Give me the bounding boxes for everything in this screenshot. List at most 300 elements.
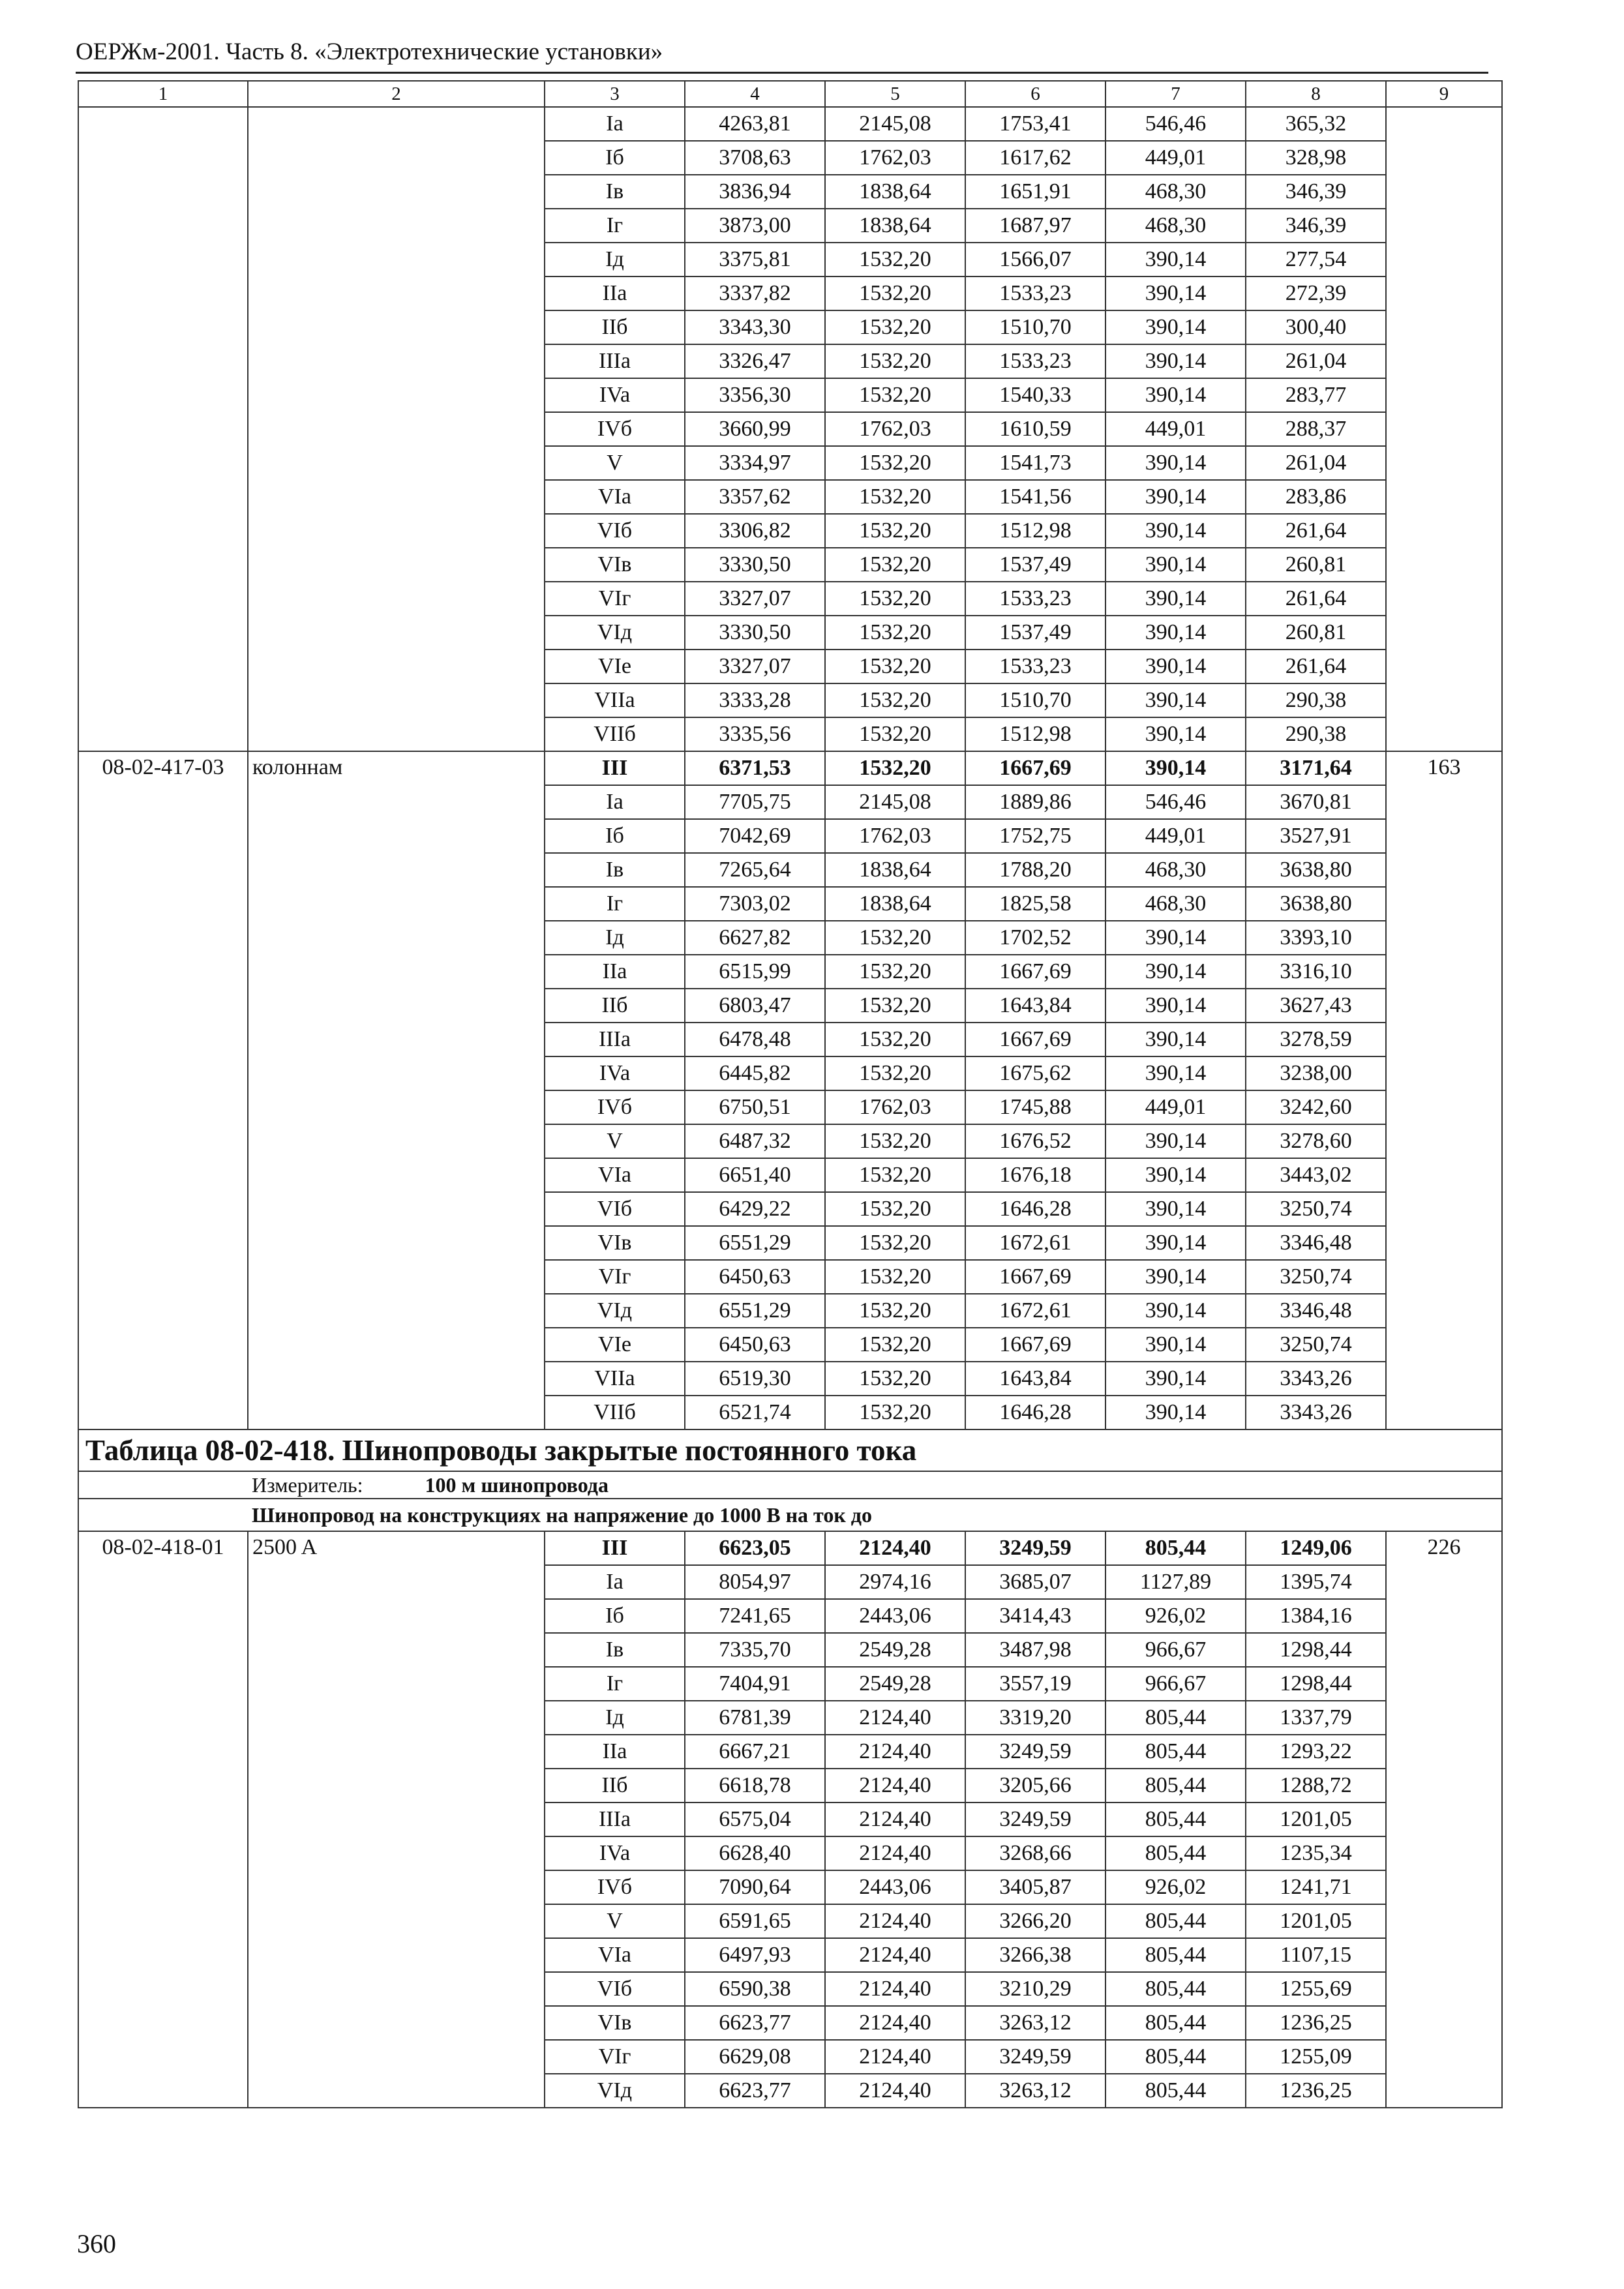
col4-cell: 8054,97 — [685, 1565, 825, 1599]
col5-cell: 1762,03 — [825, 1090, 965, 1124]
col9-cell: 226 — [1386, 1531, 1502, 2108]
col4-cell: 3306,82 — [685, 514, 825, 548]
col7-cell: 390,14 — [1105, 989, 1246, 1023]
col7-cell: 468,30 — [1105, 209, 1246, 243]
index-cell: VIIa — [545, 683, 685, 717]
col7-cell: 805,44 — [1105, 2006, 1246, 2040]
col8-cell: 1395,74 — [1246, 1565, 1386, 1599]
col7-cell: 966,67 — [1105, 1633, 1246, 1667]
index-cell: Iг — [545, 887, 685, 921]
col7-cell: 390,14 — [1105, 1362, 1246, 1396]
index-cell: VIб — [545, 1192, 685, 1226]
col7-cell: 390,14 — [1105, 514, 1246, 548]
code-cell: 08-02-417-03 — [78, 751, 248, 1429]
col5-cell: 1532,20 — [825, 1294, 965, 1328]
col5-cell: 2124,40 — [825, 1803, 965, 1836]
col7-cell: 390,14 — [1105, 1328, 1246, 1362]
col8-cell: 365,32 — [1246, 107, 1386, 141]
col7-cell: 390,14 — [1105, 1396, 1246, 1429]
index-cell: Iб — [545, 1599, 685, 1633]
index-cell: VIв — [545, 548, 685, 582]
col4-cell: 6781,39 — [685, 1701, 825, 1735]
col4-cell: 6629,08 — [685, 2040, 825, 2074]
col8-cell: 1235,34 — [1246, 1836, 1386, 1870]
col4-cell: 3873,00 — [685, 209, 825, 243]
col5-cell: 1532,20 — [825, 1056, 965, 1090]
col5-cell: 1532,20 — [825, 480, 965, 514]
col5-cell: 1532,20 — [825, 344, 965, 378]
col7-cell: 390,14 — [1105, 548, 1246, 582]
index-cell: VIa — [545, 480, 685, 514]
col5-cell: 2124,40 — [825, 1531, 965, 1565]
col7-cell: 390,14 — [1105, 1226, 1246, 1260]
col6-cell: 1646,28 — [965, 1192, 1105, 1226]
col6-cell: 1676,52 — [965, 1124, 1105, 1158]
col8-cell: 328,98 — [1246, 141, 1386, 175]
col8-cell: 260,81 — [1246, 616, 1386, 650]
col4-cell: 6651,40 — [685, 1158, 825, 1192]
col6-cell: 3685,07 — [965, 1565, 1105, 1599]
col8-cell: 3278,60 — [1246, 1124, 1386, 1158]
column-header-row — [78, 81, 1502, 107]
index-cell: Iв — [545, 1633, 685, 1667]
column-header: 7 — [1105, 81, 1246, 107]
col7-cell: 805,44 — [1105, 1803, 1246, 1836]
column-header: 1 — [78, 81, 248, 107]
col5-cell: 1532,20 — [825, 1023, 965, 1056]
column-header: 5 — [825, 81, 965, 107]
col8-cell: 290,38 — [1246, 683, 1386, 717]
col4-cell: 7265,64 — [685, 853, 825, 887]
col7-cell: 805,44 — [1105, 1938, 1246, 1972]
col5-cell: 1532,20 — [825, 616, 965, 650]
col4-cell: 7042,69 — [685, 819, 825, 853]
col8-cell: 1337,79 — [1246, 1701, 1386, 1735]
col5-cell: 1532,20 — [825, 582, 965, 616]
col6-cell: 1537,49 — [965, 616, 1105, 650]
col5-cell: 2124,40 — [825, 1972, 965, 2006]
col7-cell: 805,44 — [1105, 1701, 1246, 1735]
col6-cell: 1537,49 — [965, 548, 1105, 582]
col6-cell: 1889,86 — [965, 785, 1105, 819]
col4-cell: 6575,04 — [685, 1803, 825, 1836]
index-cell: V — [545, 446, 685, 480]
rates-table-body — [78, 81, 1502, 2108]
col8-cell: 1298,44 — [1246, 1633, 1386, 1667]
col4-cell: 6623,77 — [685, 2074, 825, 2108]
col8-cell: 290,38 — [1246, 717, 1386, 751]
index-cell: IVa — [545, 1836, 685, 1870]
col5-cell: 2549,28 — [825, 1633, 965, 1667]
col6-cell: 1667,69 — [965, 1260, 1105, 1294]
col6-cell: 1672,61 — [965, 1226, 1105, 1260]
col7-cell: 449,01 — [1105, 412, 1246, 446]
col8-cell: 3527,91 — [1246, 819, 1386, 853]
col5-cell: 2124,40 — [825, 1769, 965, 1803]
index-cell: Iб — [545, 141, 685, 175]
index-cell: IVa — [545, 1056, 685, 1090]
col8-cell: 1255,09 — [1246, 2040, 1386, 2074]
col8-cell: 1293,22 — [1246, 1735, 1386, 1769]
col6-cell: 1533,23 — [965, 344, 1105, 378]
col5-cell: 1532,20 — [825, 446, 965, 480]
col4-cell: 7241,65 — [685, 1599, 825, 1633]
col5-cell: 1532,20 — [825, 751, 965, 785]
col5-cell: 2145,08 — [825, 107, 965, 141]
col8-cell: 1201,05 — [1246, 1803, 1386, 1836]
index-cell: Iд — [545, 1701, 685, 1735]
index-cell: IVб — [545, 1870, 685, 1904]
col7-cell: 449,01 — [1105, 141, 1246, 175]
col8-cell: 3638,80 — [1246, 853, 1386, 887]
col5-cell: 1532,20 — [825, 378, 965, 412]
index-cell: VIe — [545, 1328, 685, 1362]
index-cell: Ia — [545, 1565, 685, 1599]
col7-cell: 390,14 — [1105, 378, 1246, 412]
col8-cell: 300,40 — [1246, 310, 1386, 344]
name-cell: 2500 A — [248, 1531, 545, 2108]
index-cell: VIIa — [545, 1362, 685, 1396]
col8-cell: 1288,72 — [1246, 1769, 1386, 1803]
index-cell: V — [545, 1904, 685, 1938]
index-cell: Ia — [545, 107, 685, 141]
col7-cell: 390,14 — [1105, 1260, 1246, 1294]
index-cell: VIe — [545, 650, 685, 683]
col7-cell: 390,14 — [1105, 344, 1246, 378]
col8-cell: 3238,00 — [1246, 1056, 1386, 1090]
col5-cell: 1762,03 — [825, 141, 965, 175]
col6-cell: 3266,20 — [965, 1904, 1105, 1938]
col5-cell: 2124,40 — [825, 2040, 965, 2074]
col4-cell: 6497,93 — [685, 1938, 825, 1972]
col6-cell: 3487,98 — [965, 1633, 1105, 1667]
col5-cell: 1838,64 — [825, 209, 965, 243]
col5-cell: 2124,40 — [825, 1938, 965, 1972]
col4-cell: 4263,81 — [685, 107, 825, 141]
col9-cell — [1386, 107, 1502, 751]
code-cell: 08-02-418-01 — [78, 1531, 248, 2108]
col7-cell: 805,44 — [1105, 1904, 1246, 1938]
col7-cell: 390,14 — [1105, 480, 1246, 514]
col7-cell: 390,14 — [1105, 277, 1246, 310]
column-header: 8 — [1246, 81, 1386, 107]
col7-cell: 390,14 — [1105, 650, 1246, 683]
col7-cell: 468,30 — [1105, 853, 1246, 887]
col5-cell: 2443,06 — [825, 1599, 965, 1633]
column-header: 3 — [545, 81, 685, 107]
col5-cell: 1762,03 — [825, 412, 965, 446]
col6-cell: 1533,23 — [965, 582, 1105, 616]
col4-cell: 3836,94 — [685, 175, 825, 209]
index-cell: IIa — [545, 955, 685, 989]
col4-cell: 6519,30 — [685, 1362, 825, 1396]
index-cell: IVб — [545, 1090, 685, 1124]
col7-cell: 468,30 — [1105, 887, 1246, 921]
col5-cell: 1532,20 — [825, 548, 965, 582]
col7-cell: 449,01 — [1105, 1090, 1246, 1124]
col8-cell: 3443,02 — [1246, 1158, 1386, 1192]
col4-cell: 6618,78 — [685, 1769, 825, 1803]
col4-cell: 3330,50 — [685, 616, 825, 650]
index-cell: IVб — [545, 412, 685, 446]
col6-cell: 1512,98 — [965, 514, 1105, 548]
col7-cell: 390,14 — [1105, 243, 1246, 277]
column-header: 6 — [965, 81, 1105, 107]
index-cell: VIв — [545, 1226, 685, 1260]
col6-cell: 1687,97 — [965, 209, 1105, 243]
col8-cell: 261,04 — [1246, 446, 1386, 480]
index-cell: IIa — [545, 1735, 685, 1769]
index-cell: IIa — [545, 277, 685, 310]
col4-cell: 6551,29 — [685, 1294, 825, 1328]
index-cell: VIIб — [545, 1396, 685, 1429]
col7-cell: 805,44 — [1105, 2040, 1246, 2074]
index-cell: III — [545, 751, 685, 785]
index-cell: III — [545, 1531, 685, 1565]
col5-cell: 2124,40 — [825, 1701, 965, 1735]
col8-cell: 3250,74 — [1246, 1260, 1386, 1294]
col7-cell: 390,14 — [1105, 683, 1246, 717]
col8-cell: 261,64 — [1246, 514, 1386, 548]
col4-cell: 6450,63 — [685, 1328, 825, 1362]
col7-cell: 805,44 — [1105, 1769, 1246, 1803]
col8-cell: 346,39 — [1246, 175, 1386, 209]
index-cell: Iг — [545, 1667, 685, 1701]
col8-cell: 277,54 — [1246, 243, 1386, 277]
col6-cell: 1672,61 — [965, 1294, 1105, 1328]
col8-cell: 283,77 — [1246, 378, 1386, 412]
col8-cell: 1249,06 — [1246, 1531, 1386, 1565]
col5-cell: 1532,20 — [825, 243, 965, 277]
index-cell: VIa — [545, 1938, 685, 1972]
col7-cell: 390,14 — [1105, 582, 1246, 616]
col6-cell: 1617,62 — [965, 141, 1105, 175]
col6-cell: 1541,56 — [965, 480, 1105, 514]
col4-cell: 3337,82 — [685, 277, 825, 310]
col5-cell: 1838,64 — [825, 887, 965, 921]
page-number: 360 — [77, 2229, 116, 2258]
col5-cell: 1838,64 — [825, 853, 965, 887]
index-cell: VIг — [545, 582, 685, 616]
measurer-label: Измеритель: — [252, 1473, 363, 1497]
col4-cell: 6371,53 — [685, 751, 825, 785]
col6-cell: 3266,38 — [965, 1938, 1105, 1972]
col8-cell: 1384,16 — [1246, 1599, 1386, 1633]
measurer-row — [78, 1471, 1502, 1499]
col5-cell: 1762,03 — [825, 819, 965, 853]
col5-cell: 1532,20 — [825, 921, 965, 955]
col6-cell: 1540,33 — [965, 378, 1105, 412]
col6-cell: 1510,70 — [965, 310, 1105, 344]
col7-cell: 805,44 — [1105, 1836, 1246, 1870]
col8-cell: 261,64 — [1246, 582, 1386, 616]
col6-cell: 3249,59 — [965, 1531, 1105, 1565]
col4-cell: 3708,63 — [685, 141, 825, 175]
col4-cell: 7335,70 — [685, 1633, 825, 1667]
col4-cell: 3327,07 — [685, 650, 825, 683]
col5-cell: 2124,40 — [825, 2074, 965, 2108]
index-cell: IIб — [545, 310, 685, 344]
col7-cell: 390,14 — [1105, 1294, 1246, 1328]
col7-cell: 805,44 — [1105, 1531, 1246, 1565]
col6-cell: 1651,91 — [965, 175, 1105, 209]
col4-cell: 3326,47 — [685, 344, 825, 378]
col8-cell: 1236,25 — [1246, 2006, 1386, 2040]
col4-cell: 3660,99 — [685, 412, 825, 446]
col8-cell: 261,04 — [1246, 344, 1386, 378]
col4-cell: 6551,29 — [685, 1226, 825, 1260]
col8-cell: 3346,48 — [1246, 1226, 1386, 1260]
index-cell: VIв — [545, 2006, 685, 2040]
col8-cell: 1298,44 — [1246, 1667, 1386, 1701]
col6-cell: 1566,07 — [965, 243, 1105, 277]
col6-cell: 3268,66 — [965, 1836, 1105, 1870]
col6-cell: 1610,59 — [965, 412, 1105, 446]
col5-cell: 2443,06 — [825, 1870, 965, 1904]
col4-cell: 3333,28 — [685, 683, 825, 717]
col4-cell: 7404,91 — [685, 1667, 825, 1701]
col6-cell: 3249,59 — [965, 1735, 1105, 1769]
rates-table — [78, 80, 1503, 2108]
col5-cell: 1532,20 — [825, 1362, 965, 1396]
col6-cell: 1667,69 — [965, 751, 1105, 785]
col6-cell: 3414,43 — [965, 1599, 1105, 1633]
col6-cell: 3205,66 — [965, 1769, 1105, 1803]
index-cell: IIб — [545, 989, 685, 1023]
col6-cell: 1541,73 — [965, 446, 1105, 480]
col5-cell: 2124,40 — [825, 1735, 965, 1769]
index-cell: Iг — [545, 209, 685, 243]
col6-cell: 1667,69 — [965, 1328, 1105, 1362]
index-cell: VIa — [545, 1158, 685, 1192]
col8-cell: 1241,71 — [1246, 1870, 1386, 1904]
col4-cell: 6445,82 — [685, 1056, 825, 1090]
col7-cell: 390,14 — [1105, 751, 1246, 785]
col8-cell: 1236,25 — [1246, 2074, 1386, 2108]
col5-cell: 2124,40 — [825, 1836, 965, 1870]
col6-cell: 1702,52 — [965, 921, 1105, 955]
col6-cell: 1667,69 — [965, 955, 1105, 989]
col5-cell: 2974,16 — [825, 1565, 965, 1599]
index-cell: IIIa — [545, 344, 685, 378]
col8-cell: 3242,60 — [1246, 1090, 1386, 1124]
col4-cell: 3343,30 — [685, 310, 825, 344]
col7-cell: 390,14 — [1105, 310, 1246, 344]
col7-cell: 390,14 — [1105, 921, 1246, 955]
col7-cell: 449,01 — [1105, 819, 1246, 853]
col4-cell: 6750,51 — [685, 1090, 825, 1124]
col8-cell: 1255,69 — [1246, 1972, 1386, 2006]
index-cell: VIб — [545, 1972, 685, 2006]
col4-cell: 6667,21 — [685, 1735, 825, 1769]
col6-cell: 1643,84 — [965, 1362, 1105, 1396]
col6-cell: 3557,19 — [965, 1667, 1105, 1701]
col4-cell: 6450,63 — [685, 1260, 825, 1294]
col4-cell: 6623,05 — [685, 1531, 825, 1565]
column-header: 4 — [685, 81, 825, 107]
col5-cell: 1532,20 — [825, 650, 965, 683]
col6-cell: 1533,23 — [965, 277, 1105, 310]
col8-cell: 3316,10 — [1246, 955, 1386, 989]
col4-cell: 6628,40 — [685, 1836, 825, 1870]
code-cell — [78, 107, 248, 751]
col7-cell: 390,14 — [1105, 955, 1246, 989]
col5-cell: 1532,20 — [825, 277, 965, 310]
col4-cell: 6590,38 — [685, 1972, 825, 2006]
table-row — [78, 1531, 1502, 1565]
column-header: 9 — [1386, 81, 1502, 107]
col5-cell: 1532,20 — [825, 989, 965, 1023]
index-cell: V — [545, 1124, 685, 1158]
col4-cell: 3335,56 — [685, 717, 825, 751]
col7-cell: 390,14 — [1105, 1192, 1246, 1226]
col4-cell: 3357,62 — [685, 480, 825, 514]
index-cell: VIб — [545, 514, 685, 548]
col7-cell: 546,46 — [1105, 107, 1246, 141]
col8-cell: 1107,15 — [1246, 1938, 1386, 1972]
col8-cell: 3278,59 — [1246, 1023, 1386, 1056]
measurer — [78, 1471, 1502, 1499]
col5-cell: 1532,20 — [825, 1328, 965, 1362]
col8-cell: 283,86 — [1246, 480, 1386, 514]
table-row — [78, 751, 1502, 785]
col6-cell: 1825,58 — [965, 887, 1105, 921]
col4-cell: 6591,65 — [685, 1904, 825, 1938]
col6-cell: 3249,59 — [965, 2040, 1105, 2074]
index-cell: IIб — [545, 1769, 685, 1803]
col8-cell: 1201,05 — [1246, 1904, 1386, 1938]
col8-cell: 3670,81 — [1246, 785, 1386, 819]
col7-cell: 805,44 — [1105, 1972, 1246, 2006]
name-cell: колоннам — [248, 751, 545, 1429]
col5-cell: 2549,28 — [825, 1667, 965, 1701]
col6-cell: 1753,41 — [965, 107, 1105, 141]
col8-cell: 272,39 — [1246, 277, 1386, 310]
col4-cell: 3356,30 — [685, 378, 825, 412]
column-header: 2 — [248, 81, 545, 107]
header-rule — [76, 72, 1488, 74]
col5-cell: 2145,08 — [825, 785, 965, 819]
col5-cell: 1532,20 — [825, 717, 965, 751]
group-title-row — [78, 1499, 1502, 1531]
col5-cell: 1532,20 — [825, 1260, 965, 1294]
col7-cell: 805,44 — [1105, 1735, 1246, 1769]
index-cell: IIIa — [545, 1803, 685, 1836]
col7-cell: 390,14 — [1105, 1158, 1246, 1192]
col6-cell: 3249,59 — [965, 1803, 1105, 1836]
group-title: Шинопровод на конструкциях на напряжение до 1000 В на ток до — [78, 1499, 1502, 1531]
col8-cell: 346,39 — [1246, 209, 1386, 243]
col5-cell: 1838,64 — [825, 175, 965, 209]
col5-cell: 1532,20 — [825, 514, 965, 548]
col8-cell: 3346,48 — [1246, 1294, 1386, 1328]
col8-cell: 3171,64 — [1246, 751, 1386, 785]
col4-cell: 6627,82 — [685, 921, 825, 955]
col5-cell: 1532,20 — [825, 1124, 965, 1158]
col6-cell: 1512,98 — [965, 717, 1105, 751]
col6-cell: 1752,75 — [965, 819, 1105, 853]
col8-cell: 3250,74 — [1246, 1192, 1386, 1226]
col7-cell: 805,44 — [1105, 2074, 1246, 2108]
col6-cell: 3210,29 — [965, 1972, 1105, 2006]
col4-cell: 6487,32 — [685, 1124, 825, 1158]
col7-cell: 390,14 — [1105, 1056, 1246, 1090]
col4-cell: 6623,77 — [685, 2006, 825, 2040]
col4-cell: 3375,81 — [685, 243, 825, 277]
col6-cell: 1745,88 — [965, 1090, 1105, 1124]
name-cell — [248, 107, 545, 751]
col6-cell: 1667,69 — [965, 1023, 1105, 1056]
